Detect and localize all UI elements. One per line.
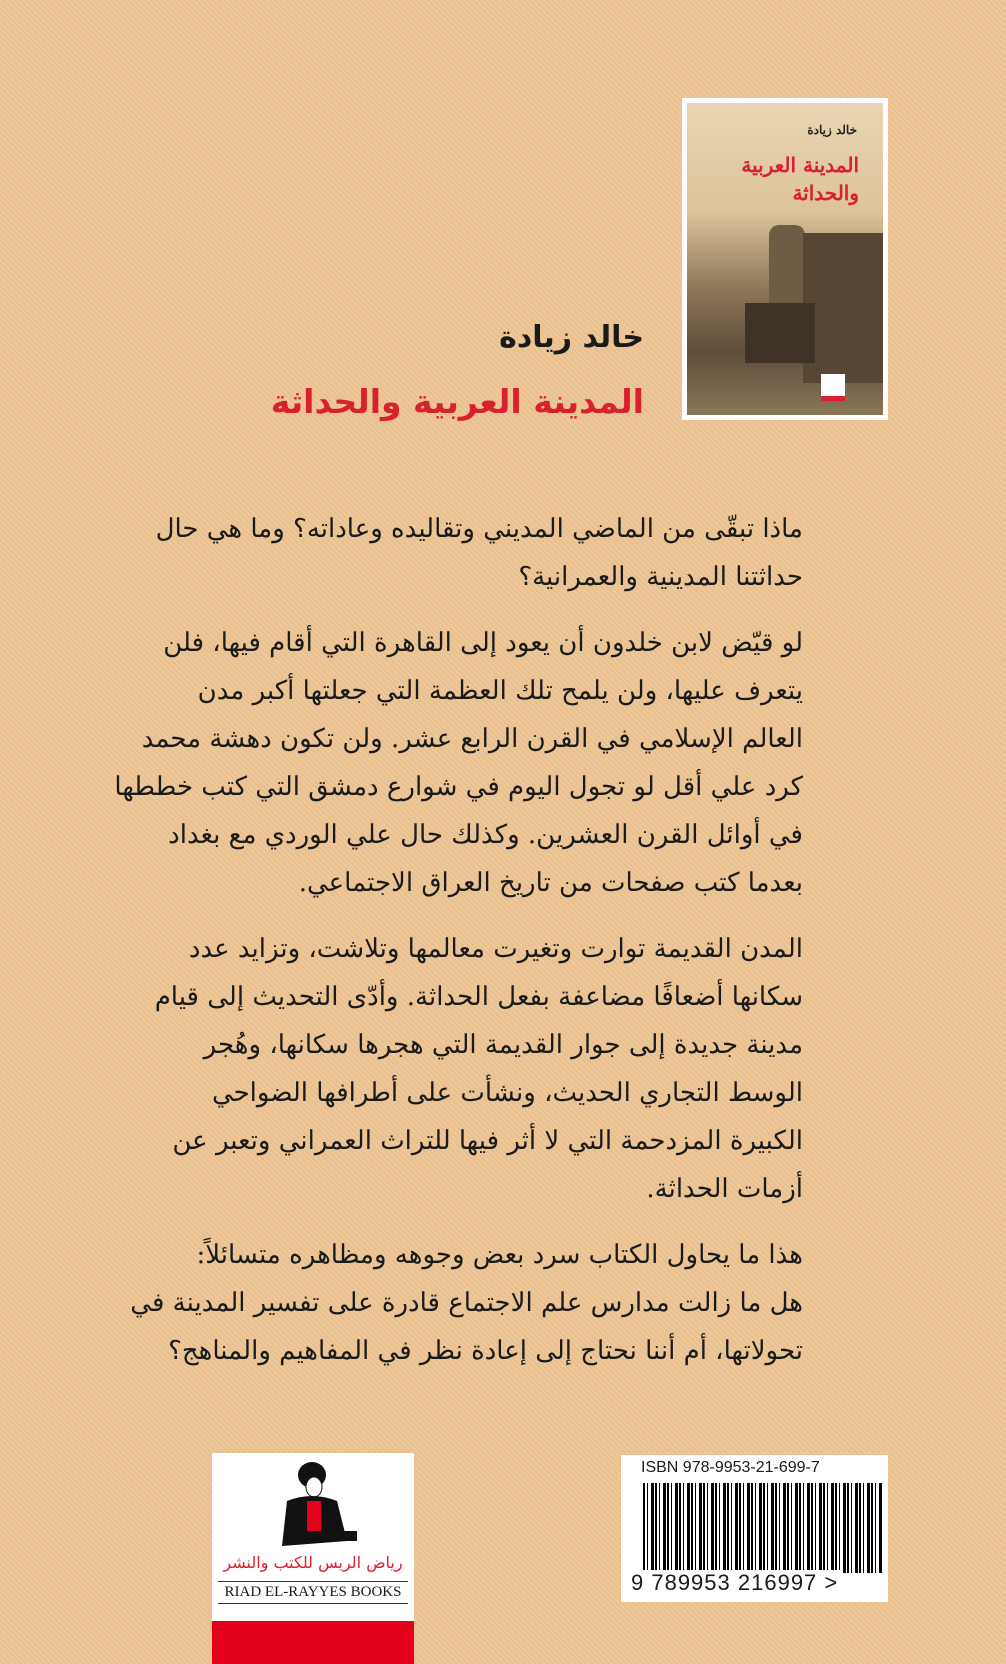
scholar-figure-icon: [267, 1461, 362, 1551]
logo-red-band: [212, 1621, 414, 1664]
book-title: المدينة العربية والحداثة: [270, 382, 644, 421]
isbn-barcode: [621, 1455, 888, 1602]
blurb-text: [114, 505, 803, 1393]
ean-number: 9 789953 216997 >: [631, 1570, 839, 1595]
text-line: بعدما كتب صفحات من تاريخ العراق الاجتماعي.: [298, 868, 803, 898]
cover-photo: [687, 103, 883, 415]
cover-title: [709, 151, 859, 207]
text-line: سكانها أضعافًا مضاعفة بفعل الحداثة. وأدّى التحديث إلى قيام: [154, 982, 803, 1012]
cover-title-line: والحداثة: [792, 181, 859, 205]
text-line: هذا ما يحاول الكتاب سرد بعض وجوهه ومظاهره متسائلاً:: [196, 1240, 803, 1270]
tram-illustration: [745, 303, 815, 363]
publisher-logo: [212, 1453, 414, 1664]
text-line: العالم الإسلامي في القرن الرابع عشر. ولن تكون دهشة محمد: [141, 724, 803, 754]
cover-author: خالد زيادة: [807, 123, 857, 137]
text-line: في أوائل القرن العشرين. وكذلك حال علي الوردي مع بغداد: [168, 820, 803, 850]
text-line: هل ما زالت مدارس علم الاجتماع قادرة على تفسير المدينة في: [130, 1288, 803, 1318]
text-line: ماذا تبقّى من الماضي المديني وتقاليده وعاداته؟ وما هي حال: [155, 514, 803, 544]
text-line: تحولاتها، أم أننا نحتاج إلى إعادة نظر في المفاهيم والمناهج؟: [168, 1336, 803, 1366]
publisher-name-english: RIAD EL-RAYYES BOOKS: [218, 1581, 408, 1604]
building-illustration: [803, 233, 883, 383]
publisher-name-arabic: رياض الريس للكتب والنشر: [223, 1553, 403, 1572]
paragraph: [155, 505, 803, 601]
cover-title-line: المدينة العربية: [741, 153, 859, 177]
paragraph: [114, 619, 803, 907]
front-cover-thumbnail: [682, 98, 888, 420]
mini-publisher-logo: [821, 374, 845, 401]
text-line: مدينة جديدة إلى جوار القديمة التي هجرها سكانها، وهُجر: [203, 1030, 803, 1060]
paragraph: [154, 925, 803, 1213]
text-line: لو قيّض لابن خلدون أن يعود إلى القاهرة التي أقام فيها، فلن: [163, 628, 803, 658]
text-line: الوسط التجاري الحديث، ونشأت على أطرافها الضواحي: [211, 1078, 803, 1108]
barcode-bars: [643, 1483, 883, 1573]
text-line: الكبيرة المزدحمة التي لا أثر فيها للتراث العمراني وتعبر عن: [172, 1126, 803, 1156]
author-name: خالد زيادة: [499, 320, 644, 355]
text-line: يتعرف عليها، ولن يلمح تلك العظمة التي جعلتها أكبر مدن: [197, 676, 803, 706]
text-line: المدن القديمة توارت وتغيرت معالمها وتلاشت، وتزايد عدد: [188, 934, 803, 964]
text-line: أزمات الحداثة.: [646, 1174, 803, 1204]
text-line: كرد علي أقل لو تجول اليوم في شوارع دمشق التي كتب خططها: [114, 772, 803, 802]
isbn-number: ISBN 978-9953-21-699-7: [641, 1459, 820, 1476]
paragraph: [130, 1231, 803, 1375]
text-line: حداثتنا المدينية والعمرانية؟: [518, 562, 803, 592]
